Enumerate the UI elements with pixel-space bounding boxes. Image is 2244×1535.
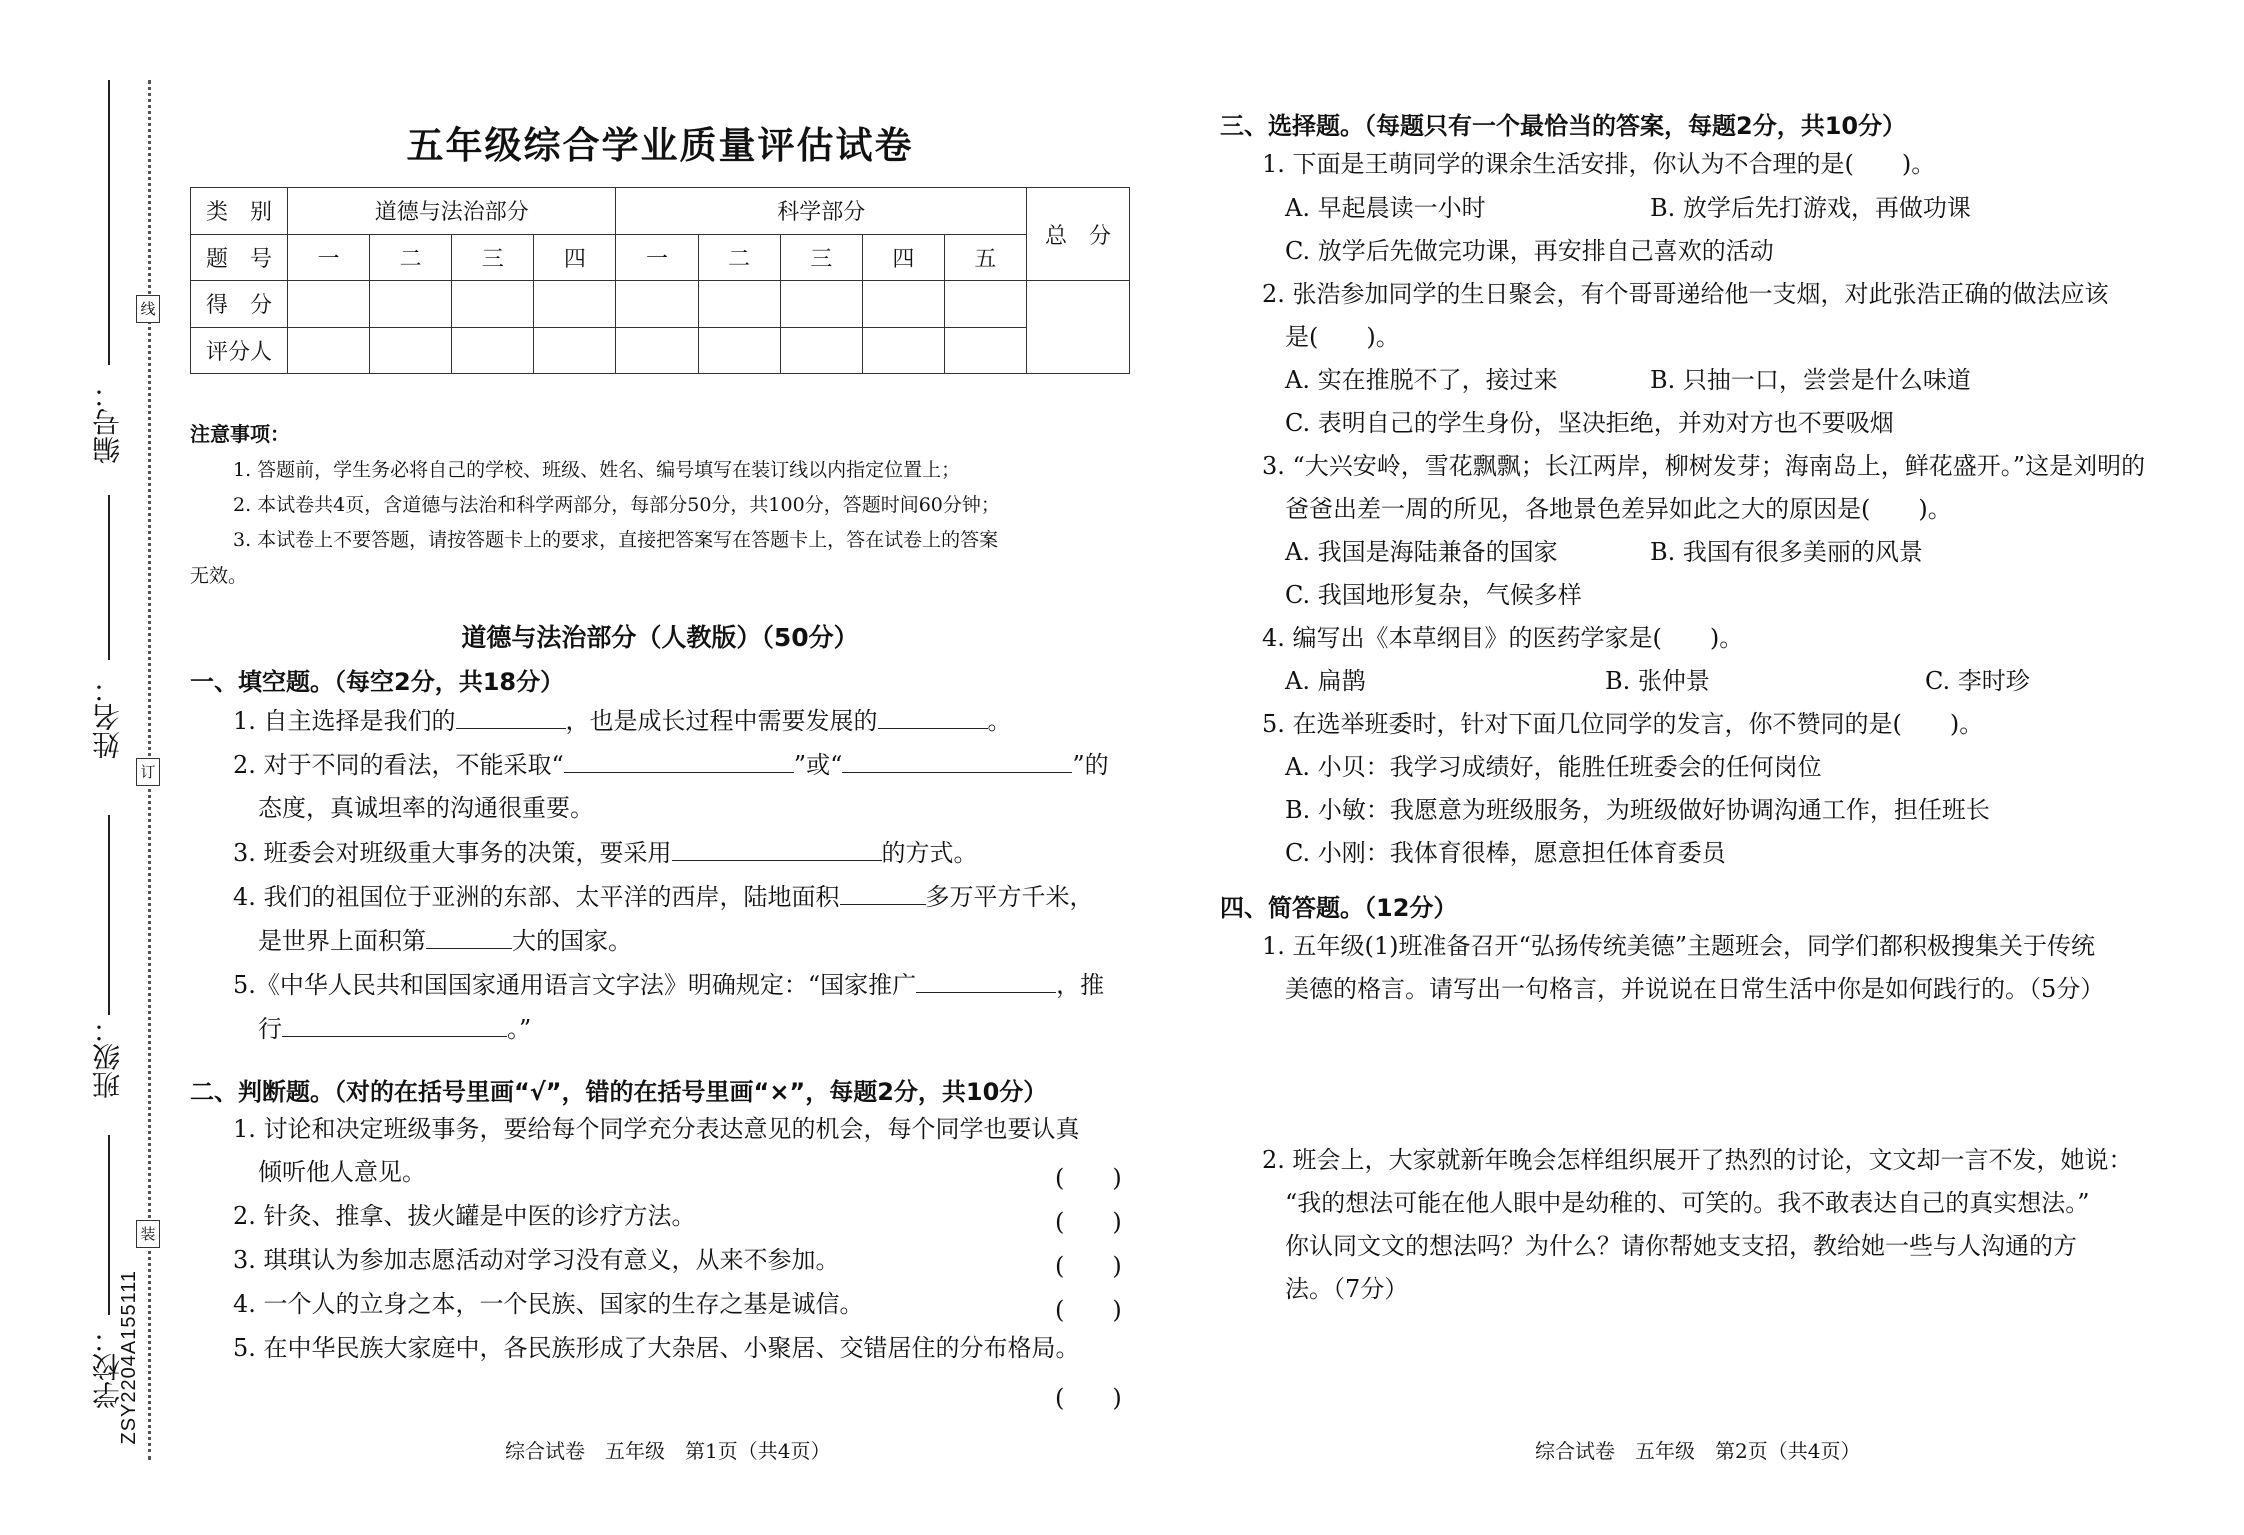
- class-label: 班级：: [91, 1015, 124, 1099]
- section-3-heading: 三、选择题。（每题只有一个最恰当的答案，每题2分，共10分）: [1220, 112, 1907, 140]
- short-q1-cont: 美德的格言。请写出一句格言，并说说在日常生活中你是如何践行的。（5分）: [1285, 975, 2105, 1003]
- fill-q2: 2. 对于不同的看法，不能采取“ ”或“ ”的: [233, 751, 1109, 779]
- judge-q1: 1. 讨论和决定班级事务，要给每个同学充分表达意见的机会，每个同学也要认真: [233, 1115, 1080, 1143]
- table-cell-score: 得 分: [191, 281, 288, 328]
- score-cell: [780, 281, 862, 328]
- note-2: 2. 本试卷共4页，含道德与法治和科学两部分，每部分50分，共100分，答题时间60分钟；: [233, 494, 1000, 516]
- grader-cell: [698, 327, 780, 374]
- choice-q4: 4. 编写出《本草纲目》的医药学家是( )。: [1262, 624, 1744, 652]
- name-label: 姓名：: [91, 675, 124, 759]
- table-col-science: 四: [862, 234, 944, 281]
- short-q2: 2. 班会上，大家就新年晚会怎样组织展开了热烈的讨论，文文却一言不发，她说：: [1262, 1146, 2133, 1174]
- grader-cell: [288, 327, 370, 374]
- table-col-moral: 四: [534, 234, 616, 281]
- choice-q3-option-b[interactable]: B. 我国有很多美丽的风景: [1650, 538, 1923, 566]
- table-cell-grader: 评分人: [191, 327, 288, 374]
- short-q2-cont-1: “我的想法可能在他人眼中是幼稚的、可笑的。我不敢表达自己的真实想法。”: [1285, 1189, 2090, 1217]
- name-write-line: [108, 495, 110, 660]
- choice-q4-option-c[interactable]: C. 李时珍: [1925, 667, 2030, 695]
- table-col-moral: 一: [288, 234, 370, 281]
- note-1: 1. 答题前，学生务必将自己的学校、班级、姓名、编号填写在装订线以内指定位置上；: [233, 459, 961, 481]
- grader-cell: [944, 327, 1026, 374]
- answer-paren[interactable]: ( ): [1055, 1164, 1122, 1192]
- score-cell: [534, 281, 616, 328]
- section-2-heading: 二、判断题。（对的在括号里画“√”，错的在括号里画“×”，每题2分，共10分）: [190, 1078, 1048, 1106]
- score-cell: [452, 281, 534, 328]
- fill-q5: 5.《中华人民共和国国家通用语言文字法》明确规定：“国家推广 ，推: [233, 971, 1105, 999]
- choice-q2-option-c[interactable]: C. 表明自己的学生身份，坚决拒绝，并劝对方也不要吸烟: [1285, 409, 1894, 437]
- judge-q2: 2. 针灸、推拿、拔火罐是中医的诊疗方法。: [233, 1202, 696, 1230]
- table-col-science: 三: [780, 234, 862, 281]
- choice-q2-option-b[interactable]: B. 只抽一口，尝尝是什么味道: [1650, 366, 1971, 394]
- binding-mark-xian: 线: [136, 295, 160, 323]
- choice-q3-option-a[interactable]: A. 我国是海陆兼备的国家: [1285, 538, 1558, 566]
- school-write-line: [108, 1135, 110, 1315]
- binding-mark-zhuang: 装: [136, 1220, 160, 1248]
- table-cell-number: 题 号: [191, 234, 288, 281]
- answer-blank[interactable]: [916, 970, 1056, 993]
- note-3: 3. 本试卷上不要答题，请按答题卡上的要求，直接把答案写在答题卡上，答在试卷上的答案: [233, 529, 999, 551]
- choice-q3-cont: 爸爸出差一周的所见，各地景色差异如此之大的原因是( )。: [1285, 495, 1952, 523]
- grader-cell: [780, 327, 862, 374]
- answer-blank[interactable]: [426, 926, 512, 949]
- section-1-heading: 一、填空题。（每空2分，共18分）: [190, 668, 565, 696]
- grader-cell: [616, 327, 698, 374]
- fill-q4: 4. 我们的祖国位于亚洲的东部、太平洋的西岸，陆地面积 多万平方千米，: [233, 883, 1094, 911]
- choice-q3: 3. “大兴安岭，雪花飘飘；长江两岸，柳树发芽；海南岛上，鲜花盛开。”这是刘明的: [1262, 452, 2146, 480]
- judge-q3: 3. 琪琪认为参加志愿活动对学习没有意义，从来不参加。: [233, 1246, 840, 1274]
- answer-blank[interactable]: [564, 750, 794, 773]
- fill-q4-cont: 是世界上面积第 大的国家。: [258, 927, 632, 955]
- choice-q1-option-b[interactable]: B. 放学后先打游戏，再做功课: [1650, 194, 1971, 222]
- choice-q2: 2. 张浩参加同学的生日聚会，有个哥哥递给他一支烟，对此张浩正确的做法应该: [1262, 280, 2109, 308]
- score-cell: [698, 281, 780, 328]
- fill-q5-cont: 行 。”: [258, 1015, 532, 1043]
- school-label: 学校：: [91, 1325, 124, 1409]
- binding-mark-ding: 订: [136, 758, 160, 786]
- short-q1: 1. 五年级(1)班准备召开“弘扬传统美德”主题班会，同学们都积极搜集关于传统: [1262, 932, 2096, 960]
- grader-cell: [534, 327, 616, 374]
- choice-q5: 5. 在选举班委时，针对下面几位同学的发言，你不赞同的是( )。: [1262, 710, 1984, 738]
- grader-cell: [452, 327, 534, 374]
- judge-q5: 5. 在中华民族大家庭中，各民族形成了大杂居、小聚居、交错居住的分布格局。: [233, 1334, 1080, 1362]
- section-4-heading: 四、简答题。（12分）: [1220, 894, 1458, 922]
- score-cell: [370, 281, 452, 328]
- table-col-moral: 三: [452, 234, 534, 281]
- choice-q5-option-c[interactable]: C. 小刚：我体育很棒，愿意担任体育委员: [1285, 839, 1726, 867]
- grader-cell: [370, 327, 452, 374]
- score-cell: [862, 281, 944, 328]
- note-3-cont: 无效。: [190, 565, 248, 587]
- exam-code: ZSY2204A155111: [118, 1270, 140, 1445]
- page-footer-left: 综合试卷 五年级 第1页（共4页）: [505, 1439, 831, 1463]
- answer-paren[interactable]: ( ): [1055, 1252, 1122, 1280]
- answer-paren[interactable]: ( ): [1055, 1384, 1122, 1412]
- judge-q4: 4. 一个人的立身之本，一个民族、国家的生存之基是诚信。: [233, 1290, 864, 1318]
- table-col-moral: 二: [370, 234, 452, 281]
- judge-q1-cont: 倾听他人意见。: [258, 1158, 426, 1186]
- fill-q3: 3. 班委会对班级重大事务的决策，要采用 的方式。: [233, 839, 978, 867]
- class-write-line: [108, 815, 110, 1015]
- answer-paren[interactable]: ( ): [1055, 1296, 1122, 1324]
- choice-q2-option-a[interactable]: A. 实在推脱不了，接过来: [1285, 366, 1558, 394]
- choice-q1: 1. 下面是王萌同学的课余生活安排，你认为不合理的是( )。: [1262, 150, 1936, 178]
- table-cell-total: 总 分: [1027, 188, 1130, 281]
- choice-q2-cont: 是( )。: [1285, 323, 1400, 351]
- table-cell-science: 科学部分: [616, 188, 1027, 235]
- choice-q1-option-c[interactable]: C. 放学后先做完功课，再安排自己喜欢的活动: [1285, 237, 1774, 265]
- answer-blank[interactable]: [878, 706, 988, 729]
- choice-q1-option-a[interactable]: A. 早起晨读一小时: [1285, 194, 1486, 222]
- grader-cell: [862, 327, 944, 374]
- score-table: [190, 187, 1130, 374]
- part-title: 道德与法治部分（人教版）（50分）: [461, 623, 859, 652]
- choice-q5-option-b[interactable]: B. 小敏：我愿意为班级服务，为班级做好协调沟通工作，担任班长: [1285, 796, 1990, 824]
- choice-q5-option-a[interactable]: A. 小贝：我学习成绩好，能胜任班委会的任何岗位: [1285, 753, 1822, 781]
- choice-q4-option-b[interactable]: B. 张仲景: [1605, 667, 1710, 695]
- answer-blank[interactable]: [456, 706, 566, 729]
- short-q2-cont-3: 法。（7分）: [1285, 1275, 1409, 1303]
- answer-paren[interactable]: ( ): [1055, 1208, 1122, 1236]
- table-col-science: 一: [616, 234, 698, 281]
- choice-q3-option-c[interactable]: C. 我国地形复杂，气候多样: [1285, 581, 1582, 609]
- number-write-line: [108, 80, 110, 365]
- total-score-cell: [1027, 281, 1130, 374]
- notes-heading: 注意事项：: [190, 422, 290, 446]
- fill-q1: 1. 自主选择是我们的 ，也是成长过程中需要发展的 。: [233, 707, 1012, 735]
- short-q2-cont-2: 你认同文文的想法吗？为什么？请你帮她支支招，教给她一些与人沟通的方: [1285, 1232, 2077, 1260]
- number-label: 编号：: [91, 380, 124, 464]
- table-cell-category: 类 别: [191, 188, 288, 235]
- answer-blank[interactable]: [672, 838, 882, 861]
- score-cell: [616, 281, 698, 328]
- table-col-science: 二: [698, 234, 780, 281]
- page-footer-right: 综合试卷 五年级 第2页（共4页）: [1535, 1439, 1861, 1463]
- table-col-science: 五: [944, 234, 1026, 281]
- answer-blank[interactable]: [842, 750, 1072, 773]
- table-cell-moral: 道德与法治部分: [288, 188, 616, 235]
- score-cell: [944, 281, 1026, 328]
- answer-blank[interactable]: [840, 882, 926, 905]
- answer-blank[interactable]: [282, 1014, 507, 1037]
- choice-q4-option-a[interactable]: A. 扁鹊: [1285, 667, 1366, 695]
- fill-q2-cont: 态度，真诚坦率的沟通很重要。: [258, 794, 594, 822]
- score-cell: [288, 281, 370, 328]
- page-title: 五年级综合学业质量评估试卷: [406, 124, 914, 167]
